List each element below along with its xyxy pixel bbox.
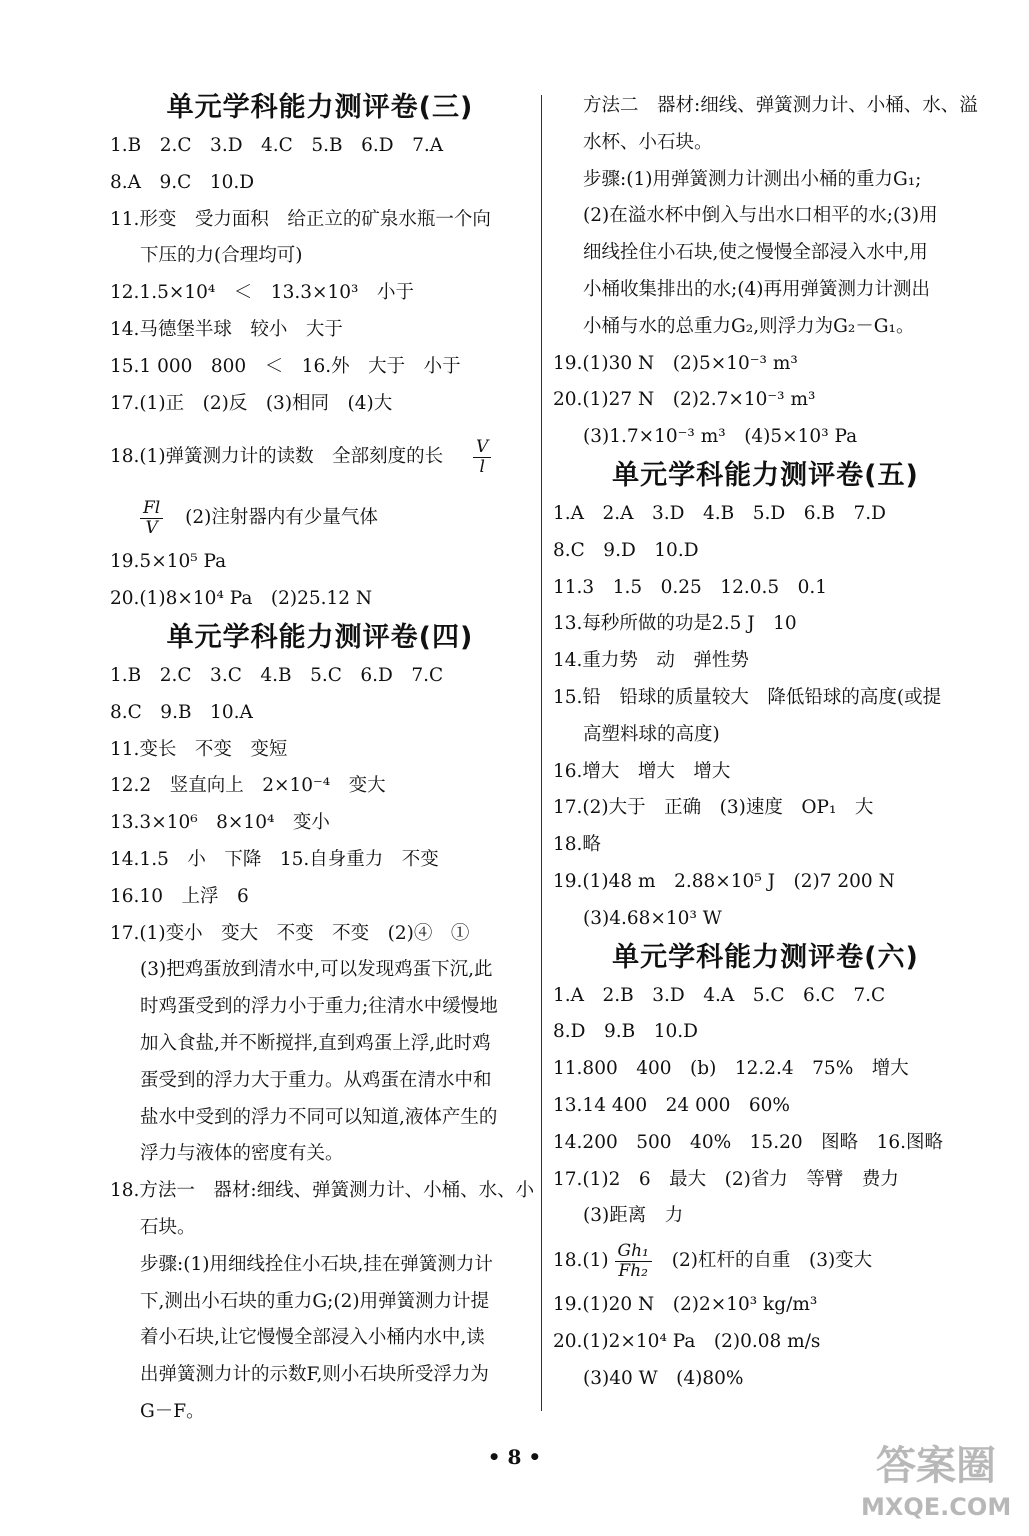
answer-line: 1.B 2.C 3.C 4.B 5.C 6.D 7.C bbox=[110, 664, 444, 686]
answer-line: 1.B 2.C 3.D 4.C 5.B 6.D 7.A bbox=[110, 135, 444, 156]
answer-line: 11.800 400 (b) 12.2.4 75% 增大 bbox=[553, 1058, 909, 1080]
section-title-4: 单元学科能力测评卷(四) bbox=[166, 621, 474, 653]
answer-line: (3)距离 力 bbox=[583, 1205, 684, 1227]
answer-line: 20.(1)8×10⁴ Pa (2)25.12 N bbox=[110, 588, 373, 610]
fraction-fl-over-v bbox=[140, 499, 163, 537]
section-title-6: 单元学科能力测评卷(六) bbox=[612, 941, 919, 973]
answer-line: 11.形变 受力面积 给正立的矿泉水瓶一个向 bbox=[110, 208, 491, 230]
answer-line: 13.3×10⁶ 8×10⁴ 变小 bbox=[110, 812, 330, 834]
answer-text: (2)杠杆的自重 (3)变大 bbox=[671, 1250, 873, 1272]
page-number: • 8 • bbox=[487, 1445, 542, 1469]
fraction-denominator: l bbox=[479, 456, 485, 477]
answer-line: 细线拴住小石块,使之慢慢全部浸入水中,用 bbox=[583, 242, 928, 264]
answer-line: 11.变长 不变 变短 bbox=[110, 738, 288, 760]
answer-line: 18.方法一 器材:细线、弹簧测力计、小桶、水、小 bbox=[110, 1180, 535, 1202]
answer-line: 11.3 1.5 0.25 12.0.5 0.1 bbox=[553, 576, 828, 598]
answer-line: 20.(1)27 N (2)2.7×10⁻³ m³ bbox=[553, 389, 816, 411]
answer-line: 石块。 bbox=[140, 1216, 196, 1238]
answer-line: G－F。 bbox=[140, 1400, 205, 1422]
answer-line: 小桶与水的总重力G₂,则浮力为G₂－G₁。 bbox=[583, 315, 915, 337]
fraction-denominator: Fh₂ bbox=[618, 1260, 648, 1281]
answer-line: 17.(1)正 (2)反 (3)相同 (4)大 bbox=[110, 392, 393, 414]
answer-text: (2)注射器内有少量气体 bbox=[185, 507, 378, 529]
answer-line-with-fraction bbox=[553, 1235, 978, 1287]
answer-line: 水杯、小石块。 bbox=[583, 131, 713, 153]
answer-line: 方法二 器材:细线、弹簧测力计、小桶、水、溢 bbox=[583, 95, 978, 116]
answer-line: 8.C 9.B 10.A bbox=[110, 701, 253, 723]
answer-line: 蛋受到的浮力大于重力。从鸡蛋在清水中和 bbox=[140, 1069, 492, 1091]
answer-line: 1.A 2.B 3.D 4.A 5.C 6.C 7.C bbox=[553, 984, 886, 1006]
answer-line: 15.1 000 800 ＜ 16.外 大于 小于 bbox=[110, 355, 461, 377]
fraction-numerator: V bbox=[473, 438, 491, 458]
answer-line: 19.5×10⁵ Pa bbox=[110, 551, 227, 573]
answer-line: 16.增大 增大 增大 bbox=[553, 760, 731, 782]
answer-line: 18.略 bbox=[553, 834, 601, 856]
answer-line: 下压的力(合理均可) bbox=[140, 245, 303, 267]
answer-line: 着小石块,让它慢慢全部浸入小桶内水中,读 bbox=[140, 1327, 485, 1349]
answer-line: 17.(2)大于 正确 (3)速度 OP₁ 大 bbox=[553, 797, 874, 819]
answer-line: 时鸡蛋受到的浮力小于重力;往清水中缓慢地 bbox=[140, 996, 498, 1018]
answer-text: 18.(1)弹簧测力计的读数 全部刻度的长 bbox=[110, 446, 444, 468]
answer-line: 14.马德堡半球 较小 大于 bbox=[110, 318, 343, 340]
watermark-url: MXQE.COM bbox=[861, 1493, 1012, 1521]
fraction-numerator: Gh₁ bbox=[615, 1242, 652, 1262]
fraction-numerator: Fl bbox=[140, 499, 163, 519]
answer-line: 16.10 上浮 6 bbox=[110, 885, 249, 907]
answer-line: 盐水中受到的浮力不同可以知道,液体产生的 bbox=[140, 1106, 498, 1128]
answer-line: 15.铅 铅球的质量较大 降低铅球的高度(或提 bbox=[553, 686, 942, 708]
answer-line: 12.1.5×10⁴ ＜ 13.3×10³ 小于 bbox=[110, 282, 414, 304]
answer-line: 20.(1)2×10⁴ Pa (2)0.08 m/s bbox=[553, 1330, 821, 1352]
answer-line-with-fraction bbox=[110, 422, 530, 492]
answer-line: (3)4.68×10³ W bbox=[583, 907, 722, 929]
answer-line: 浮力与液体的密度有关。 bbox=[140, 1143, 344, 1165]
answer-line: 19.(1)20 N (2)2×10³ kg/m³ bbox=[553, 1294, 818, 1316]
answer-text: 18.(1) bbox=[553, 1250, 609, 1272]
answer-line: 加入食盐,并不断搅拌,直到鸡蛋上浮,此时鸡 bbox=[140, 1032, 491, 1054]
answer-line: 1.A 2.A 3.D 4.B 5.D 6.B 7.D bbox=[553, 502, 886, 524]
answer-line: 8.A 9.C 10.D bbox=[110, 171, 255, 193]
answer-line: (3)40 W (4)80% bbox=[583, 1367, 744, 1389]
answer-line: 步骤:(1)用弹簧测力计测出小桶的重力G₁; bbox=[583, 168, 922, 190]
right-column bbox=[553, 88, 978, 1398]
answer-line: 高塑料球的高度) bbox=[583, 723, 720, 745]
section-title-5: 单元学科能力测评卷(五) bbox=[612, 459, 919, 491]
answer-line: 14.1.5 小 下降 15.自身重力 不变 bbox=[110, 848, 439, 870]
answer-line: (3)把鸡蛋放到清水中,可以发现鸡蛋下沉,此 bbox=[140, 959, 493, 981]
fraction-v-over-l bbox=[473, 438, 491, 476]
answer-line: 19.(1)30 N (2)5×10⁻³ m³ bbox=[553, 352, 798, 374]
section-title-3: 单元学科能力测评卷(三) bbox=[166, 92, 474, 123]
answer-line-with-fraction bbox=[110, 492, 530, 544]
answer-line: (2)在溢水杯中倒入与出水口相平的水;(3)用 bbox=[583, 205, 938, 227]
answer-line: 17.(1)2 6 最大 (2)省力 等臂 费力 bbox=[553, 1168, 899, 1190]
fraction-gh-over-fh bbox=[615, 1242, 652, 1280]
watermark-text: 答案圈 bbox=[876, 1443, 996, 1489]
fraction-denominator: V bbox=[145, 517, 158, 538]
left-column bbox=[110, 88, 535, 1431]
answer-line: 小桶收集排出的水;(4)再用弹簧测力计测出 bbox=[583, 278, 930, 300]
answer-line: 13.每秒所做的功是2.5 J 10 bbox=[553, 613, 797, 635]
answer-line: 步骤:(1)用细线拴住小石块,挂在弹簧测力计 bbox=[140, 1253, 493, 1275]
answer-line: 14.200 500 40% 15.20 图略 16.图略 bbox=[553, 1131, 944, 1153]
answer-line: 12.2 竖直向上 2×10⁻⁴ 变大 bbox=[110, 775, 386, 797]
answer-line: 出弹簧测力计的示数F,则小石块所受浮力为 bbox=[140, 1364, 489, 1386]
answer-line: 下,测出小石块的重力G;(2)用弹簧测力计提 bbox=[140, 1290, 490, 1312]
watermark-logo bbox=[861, 1440, 1011, 1530]
answer-line: 14.重力势 动 弹性势 bbox=[553, 650, 749, 672]
column-divider bbox=[541, 95, 542, 1411]
answer-line: 17.(1)变小 变大 不变 不变 (2)④ ① bbox=[110, 922, 470, 944]
answer-line: (3)1.7×10⁻³ m³ (4)5×10³ Pa bbox=[583, 426, 858, 448]
answer-line: 19.(1)48 m 2.88×10⁵ J (2)7 200 N bbox=[553, 870, 895, 892]
answer-line: 8.C 9.D 10.D bbox=[553, 539, 699, 561]
answer-line: 8.D 9.B 10.D bbox=[553, 1021, 698, 1043]
answer-line: 13.14 400 24 000 60% bbox=[553, 1094, 791, 1116]
